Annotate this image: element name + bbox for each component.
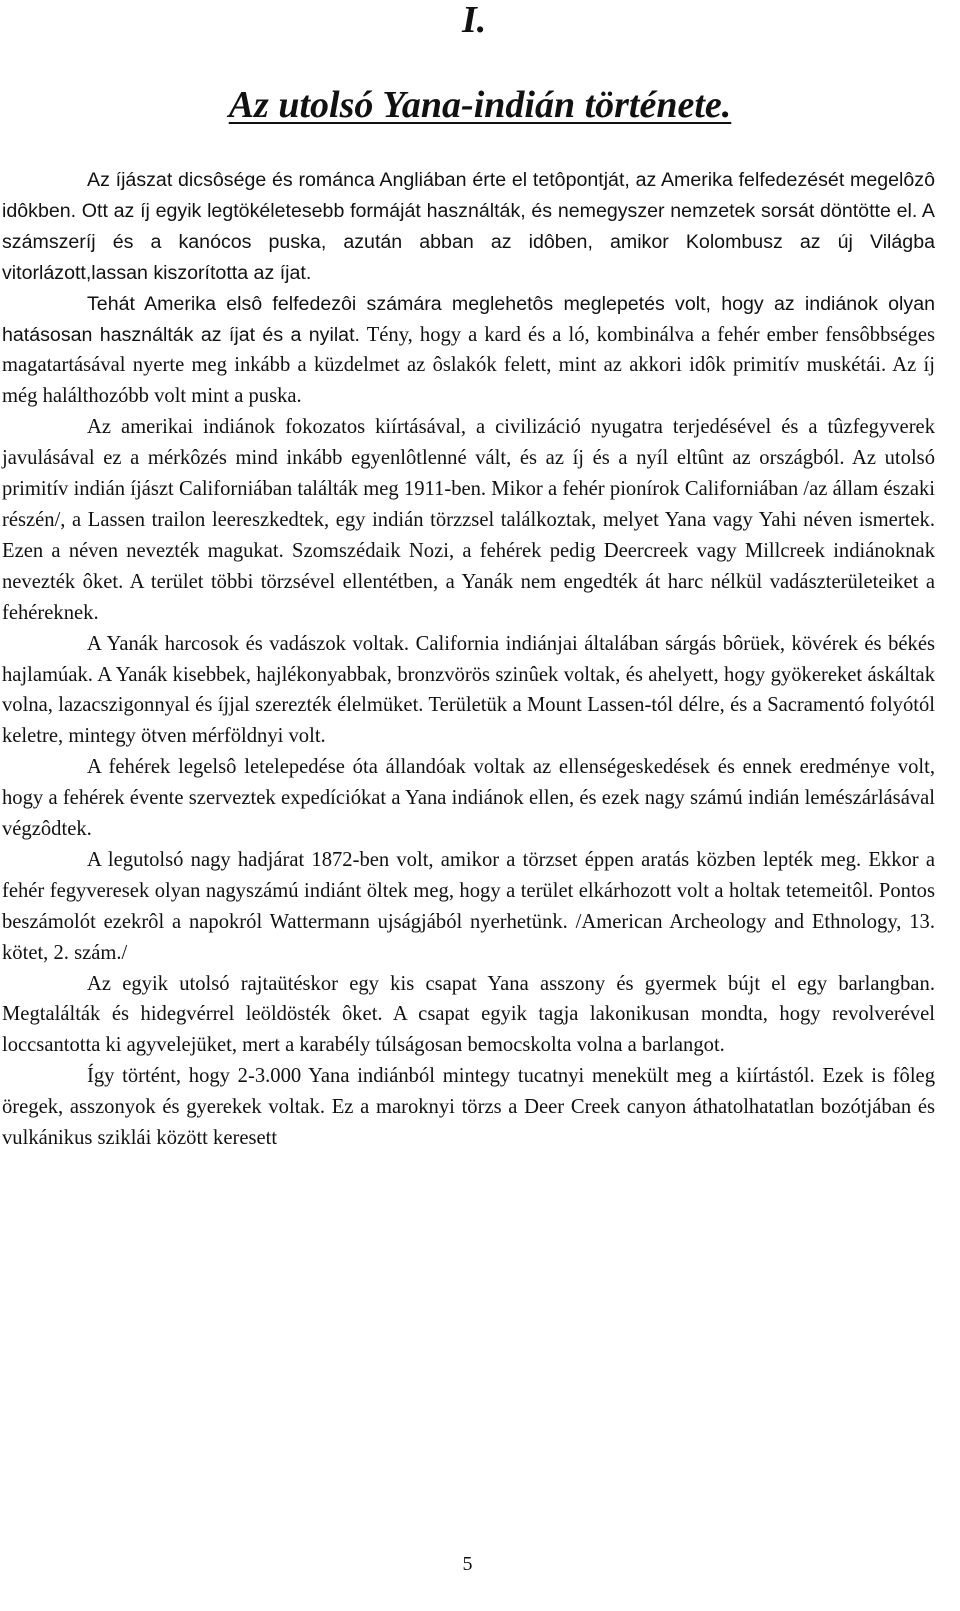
page-number: 5: [462, 1553, 473, 1575]
body-text: [2, 165, 935, 1154]
paragraph-2: Tehát Amerika elsô felfedezôi számára meglehetôs meglepetés volt, hogy az indiánok olyan hatásosan használták az íjat és a nyilat.: [2, 292, 935, 346]
chapter-number: I.: [462, 0, 487, 41]
paragraph-7: A legutolsó nagy hadjárat 1872-ben volt, amikor a törzset éppen aratás közben lepték meg. Ekkor a fehér fegyveresek olyan nagyszámú indiánt öltek meg, hogy a terület elkárhozott volt a holtak tetemeitôl. Pontos beszámolót ezekrôl a napokról Wattermann ujságjából nyerhetünk. /American Archeology and Ethnology, 13. kötet, 2. szám./: [2, 848, 935, 964]
paragraph-6: A fehérek legelsô letelepedése óta állandóak voltak az ellenségeskedések és ennek eredménye volt, hogy a fehérek évente szerveztek expedíciókat a Yana indiánok ellen, és ezek nagy számú indián lemészárlásával végzôdtek.: [2, 756, 935, 841]
chapter-title: [0, 82, 960, 128]
paragraph-5: A Yanák harcosok és vadászok voltak. California indiánjai általában sárgás bôrüek, kövérek és békés hajlamúak. A Yanák kisebbek, hajlékonyabbak, bronzvörös szinûek voltak, és ahelyett, hogy gyökereket áskáltak volna, lazacszigonnyal és íjjal szerezték élelmüket. Területük a Mount Lassen-tól délre, és a Sacramentó folyótól keletre, mintegy ötven mérföldnyi volt.: [2, 632, 935, 748]
paragraph-8: Az egyik utolsó rajtaütéskor egy kis csapat Yana asszony és gyermek bújt el egy barlangban. Megtalálták és hidegvérrel leöldösték ôket. A csapat egyik tagja lakonikusan mondta, hogy revolverével loccsantotta ki agyvelejüket, mert a karabély túlságosan bemocskolta volna a barlangot.: [2, 972, 935, 1057]
paragraph-3: Tény, hogy a kard és a ló, kombinálva a fehér ember fensôbbséges magatartásával nyerte meg inkább a küzdelmet az ôslakók felett, mint az akkori idôk primitív muskétái. Az íj még halálthozóbb volt mint a puska.: [2, 323, 936, 408]
paragraph-1: Az íjászat dicsôsége és románca Angliában érte el tetôpontját, az Amerika felfedezését megelôzô idôkben. Ott az íj egyik legtökéletesebb formáját használták, és nemegyszer nemzetek sorsát döntötte el. A számszeríj és a kanócos puska, azután abban az idôben, amikor Kolombusz az új Világba vitorlázott,lassan kiszorította az íjat.: [2, 169, 935, 284]
paragraph-9: Így történt, hogy 2-3.000 Yana indiánból mintegy tucatnyi menekült meg a kiírtástól. Ezek is fôleg öregek, asszonyok és gyerekek voltak. Ez a maroknyi törzs a Deer Creek canyon áthatolhatatlan bozótjában és vulkánikus sziklái között keresett: [2, 1065, 935, 1150]
chapter-title-text: Az utolsó Yana-indián története.: [228, 84, 732, 126]
paragraph-4: Az amerikai indiánok fokozatos kiírtásával, a civilizáció nyugatra terjedésével és a tûzfegyverek javulásával ez a mérkôzés mind inkább egyenlôtlenné vált, és az íj és a nyíl eltûnt az országból. Az utolsó primitív indián íjászt Californiában találták meg 1911-ben. Mikor a fehér pionírok Californiában /az állam északi részén/, a Lassen trailon leereszkedtek, egy indián törzzsel találkoztak, melyet Yana vagy Yahi néven ismertek. Ezen a néven nevezték magukat. Szomszédaik Nozi, a fehérek pedig Deercreek vagy Millcreek indiánoknak nevezték ôket. A terület többi törzsével ellentétben, a Yanák nem engedték át harc nélkül vadászterületeiket a fehéreknek.: [2, 416, 935, 624]
